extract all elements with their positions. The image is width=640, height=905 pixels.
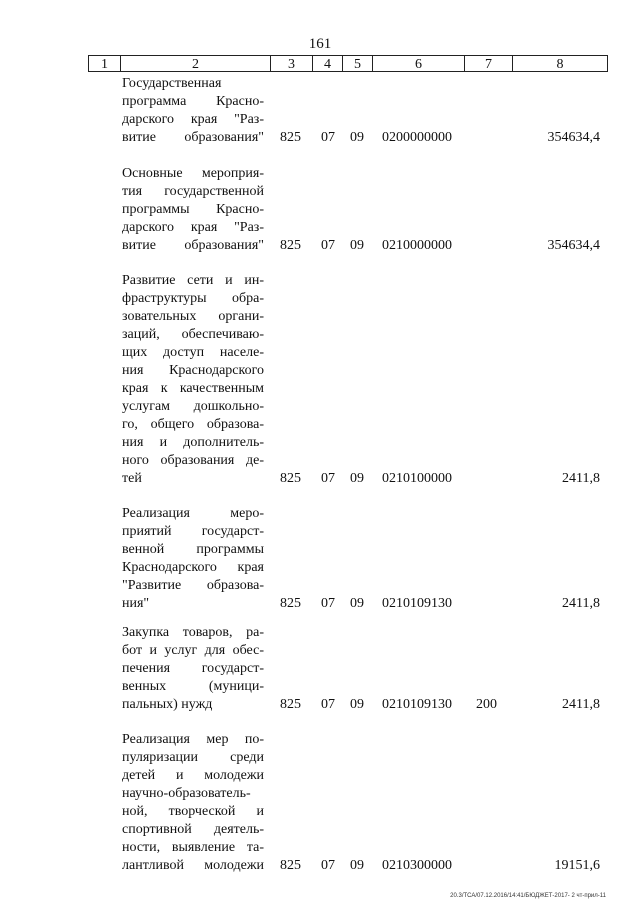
row-name-line: ной, творческой и	[122, 804, 264, 819]
code-col-3: 825	[280, 238, 301, 253]
header-col-2: 2	[120, 55, 270, 72]
row-name	[122, 505, 264, 613]
code-col-6: 0210109130	[382, 596, 452, 611]
row-name-line: программы Красно-	[122, 202, 264, 217]
amount: 2411,8	[562, 596, 600, 611]
code-col-3: 825	[280, 471, 301, 486]
footer-stamp: 20.3/ТСА/07.12.2016/14:41/БЮДЖЕТ-2017- 2 чт-прил-11	[450, 893, 606, 899]
code-col-4: 07	[321, 596, 335, 611]
header-col-4: 4	[312, 55, 342, 72]
amount: 2411,8	[562, 697, 600, 712]
row-name-line: пальных) нужд	[122, 697, 213, 712]
row-name-line: Основные мероприя-	[122, 166, 264, 181]
row-name	[122, 731, 264, 875]
row-name-line: венной программы	[122, 542, 264, 557]
row-name-line: Государственная	[122, 76, 222, 91]
code-col-6: 0210100000	[382, 471, 452, 486]
table-header	[0, 55, 640, 73]
row-name-line: "Развитие образова-	[122, 578, 264, 593]
row-name	[122, 272, 264, 488]
code-col-6: 0210109130	[382, 697, 452, 712]
row-name-line: Развитие сети и ин-	[122, 273, 264, 288]
row-name-line: пуляризации среди	[122, 750, 264, 765]
code-col-5: 09	[350, 130, 364, 145]
amount: 2411,8	[562, 471, 600, 486]
code-col-3: 825	[280, 697, 301, 712]
header-col-5: 5	[342, 55, 372, 72]
row-name-line: услугам дошкольно-	[122, 399, 264, 414]
row-name-line: дарского края "Раз-	[122, 220, 264, 235]
row-name-line: щих доступ населе-	[122, 345, 264, 360]
row-name-line: зовательных органи-	[122, 309, 264, 324]
code-col-6: 0210300000	[382, 858, 452, 873]
code-col-4: 07	[321, 858, 335, 873]
header-col-7: 7	[464, 55, 512, 72]
row-name-line: Закупка товаров, ра-	[122, 625, 264, 640]
code-col-5: 09	[350, 238, 364, 253]
row-name-line: лантливой молодежи	[122, 858, 264, 873]
row-name-line: Реализация мер по-	[122, 732, 264, 747]
row-name-line: детей и молодежи	[122, 768, 264, 783]
code-col-3: 825	[280, 596, 301, 611]
row-name	[122, 624, 264, 714]
code-col-4: 07	[321, 130, 335, 145]
row-name-line: го, общего образова-	[122, 417, 264, 432]
page-number: 161	[308, 36, 332, 52]
row-name-line: Краснодарского края	[122, 560, 264, 575]
code-col-4: 07	[321, 238, 335, 253]
code-col-3: 825	[280, 130, 301, 145]
header-col-3: 3	[270, 55, 312, 72]
row-name-line: ного образования де-	[122, 453, 264, 468]
row-name-line: приятий государст-	[122, 524, 264, 539]
row-name-line: тия государственной	[122, 184, 264, 199]
row-name-line: ния Краснодарского	[122, 363, 264, 378]
code-col-6: 0200000000	[382, 130, 452, 145]
row-name-line: ния"	[122, 596, 150, 611]
row-name-line: фраструктуры обра-	[122, 291, 264, 306]
row-name-line: витие образования"	[122, 238, 264, 253]
code-col-5: 09	[350, 596, 364, 611]
row-name-line: бот и услуг для обес-	[122, 643, 264, 658]
row-name-line: тей	[122, 471, 142, 486]
amount: 354634,4	[547, 238, 600, 253]
header-col-6: 6	[372, 55, 464, 72]
row-name	[122, 165, 264, 255]
row-name-line: Реализация меро-	[122, 506, 264, 521]
code-col-5: 09	[350, 858, 364, 873]
code-col-5: 09	[350, 471, 364, 486]
header-col-8: 8	[512, 55, 608, 72]
code-col-5: 09	[350, 697, 364, 712]
code-col-7: 200	[476, 697, 497, 712]
amount: 19151,6	[554, 858, 600, 873]
row-name-line: венных (муници-	[122, 679, 264, 694]
row-name-line: витие образования"	[122, 130, 264, 145]
row-name-line: спортивной деятель-	[122, 822, 264, 837]
row-name-line: края к качественным	[122, 381, 264, 396]
amount: 354634,4	[547, 130, 600, 145]
row-name-line: научно-образователь-	[122, 786, 251, 801]
row-name-line: заций, обеспечиваю-	[122, 327, 264, 342]
row-name	[122, 75, 264, 147]
row-name-line: дарского края "Раз-	[122, 112, 264, 127]
code-col-4: 07	[321, 697, 335, 712]
row-name-line: печения государст-	[122, 661, 264, 676]
code-col-6: 0210000000	[382, 238, 452, 253]
row-name-line: программа Красно-	[122, 94, 264, 109]
code-col-3: 825	[280, 858, 301, 873]
row-name-line: ния и дополнитель-	[122, 435, 264, 450]
header-col-1: 1	[88, 55, 120, 72]
row-name-line: ности, выявление та-	[122, 840, 264, 855]
code-col-4: 07	[321, 471, 335, 486]
